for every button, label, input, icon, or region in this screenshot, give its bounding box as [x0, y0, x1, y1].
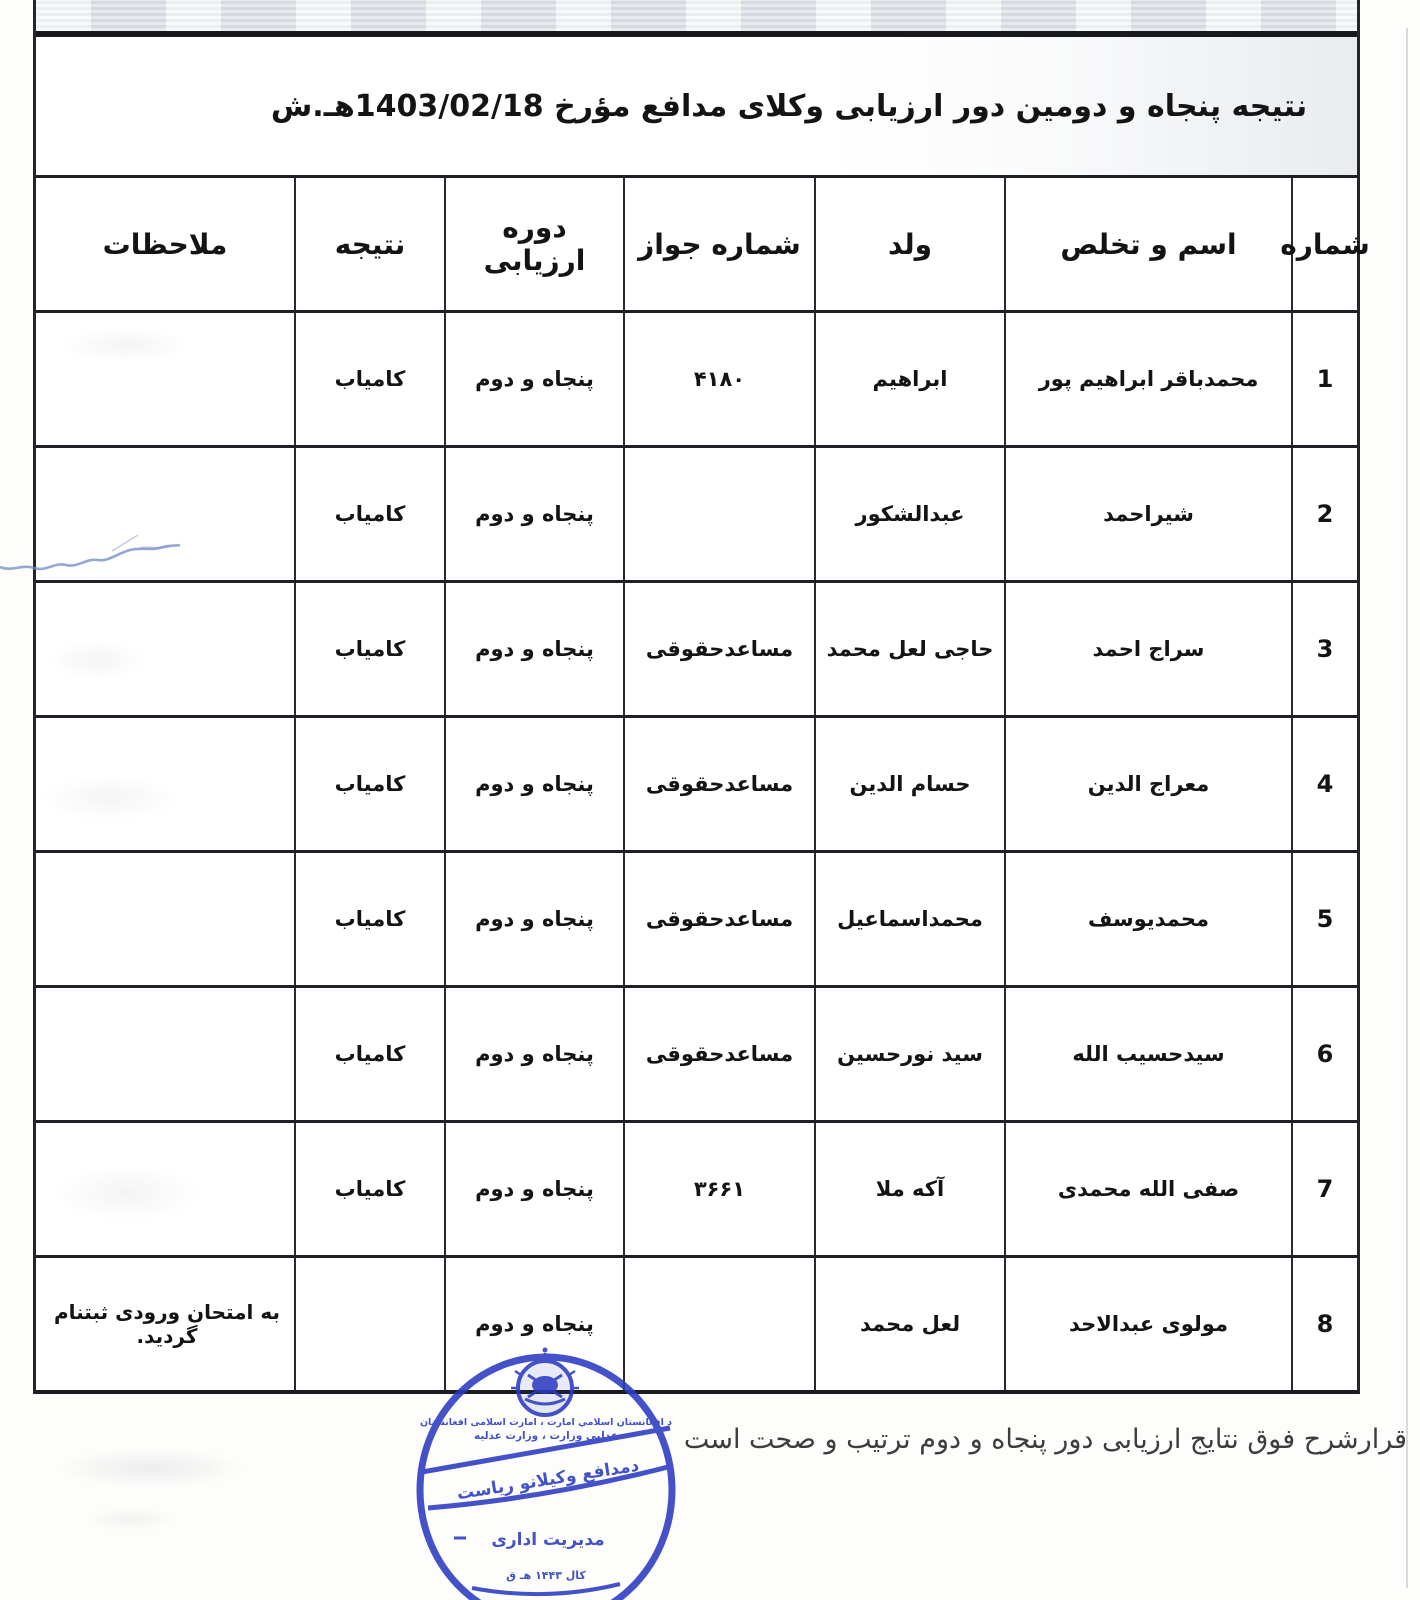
cell-number: 8: [1291, 1258, 1357, 1390]
cell-name: محمديوسف: [1004, 853, 1291, 985]
cell-round: پنجاه و دوم: [444, 988, 623, 1120]
cell-father: ابراهيم: [814, 313, 1004, 445]
cell-number: 1: [1291, 313, 1357, 445]
cell-result: كامياب: [294, 718, 444, 850]
cell-round: پنجاه و دوم: [444, 313, 623, 445]
table-row: [36, 445, 1357, 580]
cell-round: پنجاه و دوم: [444, 718, 623, 850]
stamp-year-text: کال ۱۴۴۳ هـ ق: [506, 1569, 586, 1582]
scan-smudge: [40, 775, 180, 821]
scan-smudge: [60, 328, 190, 362]
table-row: [36, 1255, 1357, 1390]
cell-license: مساعدحقوقى: [623, 988, 814, 1120]
cell-name: مولوى عبدالاحد: [1004, 1258, 1291, 1390]
cell-number: 4: [1291, 718, 1357, 850]
col-header-remarks: ملاحظات: [102, 227, 228, 261]
results-table: [33, 0, 1370, 1394]
table-row: [36, 310, 1357, 445]
scan-smudge: [85, 1508, 175, 1530]
cell-name: سراج احمد: [1004, 583, 1291, 715]
cell-father: حاجى لعل محمد: [814, 583, 1004, 715]
table-row: [36, 715, 1357, 850]
col-header-result: نتيجه: [294, 178, 444, 310]
cell-round: پنجاه و دوم: [444, 1258, 623, 1390]
cell-result: كامياب: [294, 988, 444, 1120]
cell-number: 6: [1291, 988, 1357, 1120]
document-title: نتيجه پنجاه و دومين دور ارزيابى وكلاى مدافع مؤرخ 1403/02/18هـ.ش: [36, 37, 1357, 175]
scan-smudge: [48, 640, 148, 680]
pen-scribble: [0, 520, 200, 590]
scan-smudge: [55, 1448, 245, 1488]
table-header-row: [36, 175, 1370, 310]
table-row: [36, 580, 1357, 715]
cell-round: پنجاه و دوم: [444, 448, 623, 580]
scan-edge-line: [1406, 28, 1408, 1588]
cell-license: مساعدحقوقى: [623, 718, 814, 850]
stamp-emirate-text: د افغانستان اسلامي امارت ، امارت اسلامی افغانستان: [419, 1417, 673, 1428]
scan-cutoff-strip: [36, 0, 1357, 37]
cell-father: لعل محمد: [814, 1258, 1004, 1390]
cell-number: 3: [1291, 583, 1357, 715]
cell-license: ۳۶۶۱: [623, 1123, 814, 1255]
cell-result: كامياب: [294, 583, 444, 715]
cell-remarks: به امتحان ورودى ثبتنام گرديد.: [53, 1300, 281, 1348]
cell-father: محمداسماعيل: [814, 853, 1004, 985]
cell-license: مساعدحقوقى: [623, 853, 814, 985]
cell-result: كامياب: [294, 448, 444, 580]
cell-result: كامياب: [294, 1123, 444, 1255]
cell-name: صفى الله محمدى: [1004, 1123, 1291, 1255]
cell-result: كامياب: [294, 853, 444, 985]
col-header-father: ولد: [814, 178, 1004, 310]
cell-remarks: [36, 853, 294, 985]
cell-father: سيد نورحسين: [814, 988, 1004, 1120]
cell-license: [623, 448, 814, 580]
cell-license: ۴۱۸۰: [623, 313, 814, 445]
scan-smudge: [52, 1165, 202, 1221]
cell-number: 2: [1291, 448, 1357, 580]
official-stamp: [398, 1338, 694, 1600]
cell-father: حسام الدين: [814, 718, 1004, 850]
col-header-name: اسم و تخلص: [1004, 178, 1291, 310]
stamp-office-text: مدیریت اداری: [491, 1530, 605, 1550]
stamp-ministry-text: عدلیې وزارت ، وزارت عدلیه: [473, 1430, 619, 1442]
table-row: [36, 850, 1357, 985]
table-row: [36, 985, 1357, 1120]
col-header-license: شماره جواز: [623, 178, 814, 310]
col-header-number: شماره: [1291, 178, 1357, 310]
cell-father: آكه ملا: [814, 1123, 1004, 1255]
table-row: [36, 1120, 1357, 1255]
certification-note: قرارشرح فوق نتايج ارزيابى دور پنجاه و دوم ترتيب و صحت است: [683, 1424, 1407, 1455]
col-header-round: دوره ارزيابى: [444, 178, 623, 310]
cell-number: 7: [1291, 1123, 1357, 1255]
cell-name: محمدباقر ابراهيم پور: [1004, 313, 1291, 445]
cell-name: شيراحمد: [1004, 448, 1291, 580]
cell-round: پنجاه و دوم: [444, 583, 623, 715]
stamp-band-text: دمدافع وکیلانو ریاست: [455, 1455, 641, 1505]
cell-round: پنجاه و دوم: [444, 853, 623, 985]
cell-round: پنجاه و دوم: [444, 1123, 623, 1255]
cell-name: معراج الدين: [1004, 718, 1291, 850]
cell-name: سيدحسيب الله: [1004, 988, 1291, 1120]
cell-result: كامياب: [294, 313, 444, 445]
cell-father: عبدالشكور: [814, 448, 1004, 580]
cell-license: مساعدحقوقى: [623, 583, 814, 715]
cell-number: 5: [1291, 853, 1357, 985]
cell-remarks: [36, 988, 294, 1120]
